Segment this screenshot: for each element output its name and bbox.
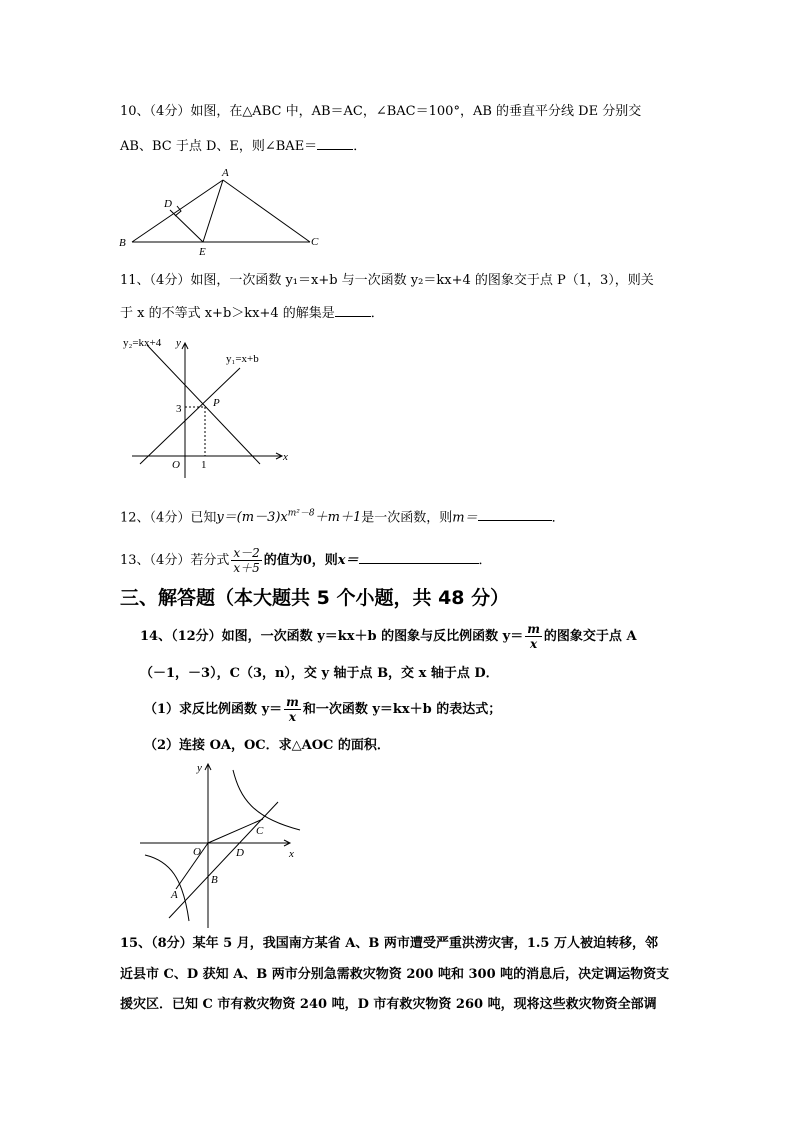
q14-fraction-denominator: x (529, 637, 538, 651)
q12-formula (216, 510, 361, 525)
q12-m-equals: m＝ (452, 510, 478, 526)
q13-numerator: x－2 (233, 546, 260, 560)
q13-fraction (231, 546, 261, 575)
q12-prefix: 12、（4分）已知 (120, 510, 217, 526)
q11-label-x-axis: x (283, 451, 288, 463)
q10-segment-DE (170, 210, 203, 242)
q15-line3: 援灾区．已知 C 市有救灾物资 240 吨，D 市有救灾物资 260 吨，现将这些救灾物资全部调 (120, 997, 657, 1012)
q12-line (120, 505, 565, 527)
q12-end: ． (551, 510, 565, 526)
q12-formula-base: y＝(m－3)x (216, 510, 288, 526)
q14-part1-end: 和一次函数 y＝kx＋b 的表达式； (302, 702, 502, 717)
q14-part1-fraction (284, 695, 301, 724)
q13-prefix: 13、（4分）若分式 (120, 553, 230, 568)
q14-label-B: B (211, 874, 218, 886)
q14-graph-figure (135, 758, 310, 930)
q14-part1 (144, 693, 501, 727)
q12-middle: 是一次函数，则 (361, 510, 453, 526)
q11-label-1: 1 (201, 459, 207, 471)
q14-label-y: y (197, 762, 202, 774)
q15-line1: 15、（8分）某年 5 月，我国南方某省 A、B 两市遭受严重洪涝灾害，1.5 万人被迫转移，邻 (120, 936, 659, 951)
q14-part1-text: （1）求反比例函数 y＝ (144, 702, 283, 717)
q10-line2 (120, 136, 366, 156)
q11-line-y1 (140, 368, 240, 464)
q10-segment-AB (132, 180, 223, 242)
q14-line2: （－1，－3），C（3，n），交 y 轴于点 B，交 x 轴于点 D． (140, 666, 499, 681)
q14-hyperbola-branch-2 (145, 855, 189, 921)
q14-line1 (140, 620, 637, 654)
q14-label-x: x (289, 848, 294, 860)
q10-label-E: E (199, 246, 206, 258)
q10-label-D: D (164, 198, 172, 210)
q13-x-equals: x＝ (337, 553, 359, 568)
q10-label-B: B (119, 237, 126, 249)
q11-label-y2: y₂=kx+4 (123, 337, 162, 349)
q14-fraction-m-over-x (525, 622, 542, 651)
q10-line2-text: AB、BC 于点 D、E，则∠BAE＝ (120, 139, 318, 154)
q13-end: ． (478, 553, 492, 568)
q11-label-y1: y₁=x+b (226, 353, 259, 365)
q11-label-O: O (172, 459, 180, 471)
q11-line1: 11、（4分）如图，一次函数 y₁＝x+b 与一次函数 y₂＝kx+4 的图象交于点 P（1，3），则关 (120, 273, 654, 288)
q10-segment-AE (203, 180, 223, 242)
section-3-heading: 三、解答题（本大题共 5 个小题，共 48 分） (120, 587, 510, 609)
q14-segment-OC (208, 819, 263, 843)
q14-label-A: A (171, 889, 178, 901)
q10-segment-AC (223, 180, 310, 242)
q10-answer-blank[interactable] (317, 136, 353, 150)
q11-label-y-axis: y (176, 337, 181, 349)
q12-answer-blank[interactable] (478, 507, 552, 521)
q15-line2: 近县市 C、D 获知 A、B 两市分别急需救灾物资 200 吨和 300 吨的消息后，决定调运物资支 (120, 967, 670, 982)
q11-label-3: 3 (176, 403, 182, 415)
q14-part1-numerator: m (286, 695, 299, 709)
q11-line2-text: 于 x 的不等式 x+b＞kx+4 的解集是 (120, 306, 335, 321)
q14-label-O: O (193, 846, 201, 858)
q14-line1-end: 的图象交于点 A (543, 629, 637, 644)
q14-label-D: D (236, 847, 244, 859)
q13-middle: 的值为0，则 (263, 553, 338, 568)
q12-formula-exponent: m²－8 (287, 509, 315, 519)
q10-line2-end: ． (353, 139, 367, 154)
q14-part2: （2）连接 OA，OC．求△AOC 的面积． (144, 738, 390, 753)
q14-part1-denominator: x (288, 710, 297, 724)
q11-answer-blank[interactable] (335, 303, 371, 317)
q13-answer-blank[interactable] (359, 550, 479, 564)
q10-line1: 10、（4分）如图，在△ABC 中，AB＝AC，∠BAC＝100°，AB 的垂直平分线 DE 分别交 (120, 104, 642, 119)
q13-denominator: x＋5 (233, 561, 260, 575)
q11-graph-figure (120, 335, 300, 485)
q14-hyperbola-branch-1 (233, 770, 300, 830)
q14-fraction-numerator: m (527, 622, 540, 636)
q14-label-C: C (256, 825, 264, 837)
q11-line2-end: ． (370, 306, 384, 321)
q13-line (120, 544, 492, 578)
q10-label-A: A (222, 167, 229, 179)
q10-label-C: C (311, 236, 319, 248)
q12-formula-tail: ＋m＋1 (314, 510, 362, 526)
q11-line2 (120, 303, 384, 323)
q10-triangle-figure (115, 165, 335, 260)
q11-label-P: P (213, 397, 220, 409)
q14-line1-text: 14、（12分）如图，一次函数 y＝kx＋b 的图象与反比例函数 y＝ (140, 629, 524, 644)
